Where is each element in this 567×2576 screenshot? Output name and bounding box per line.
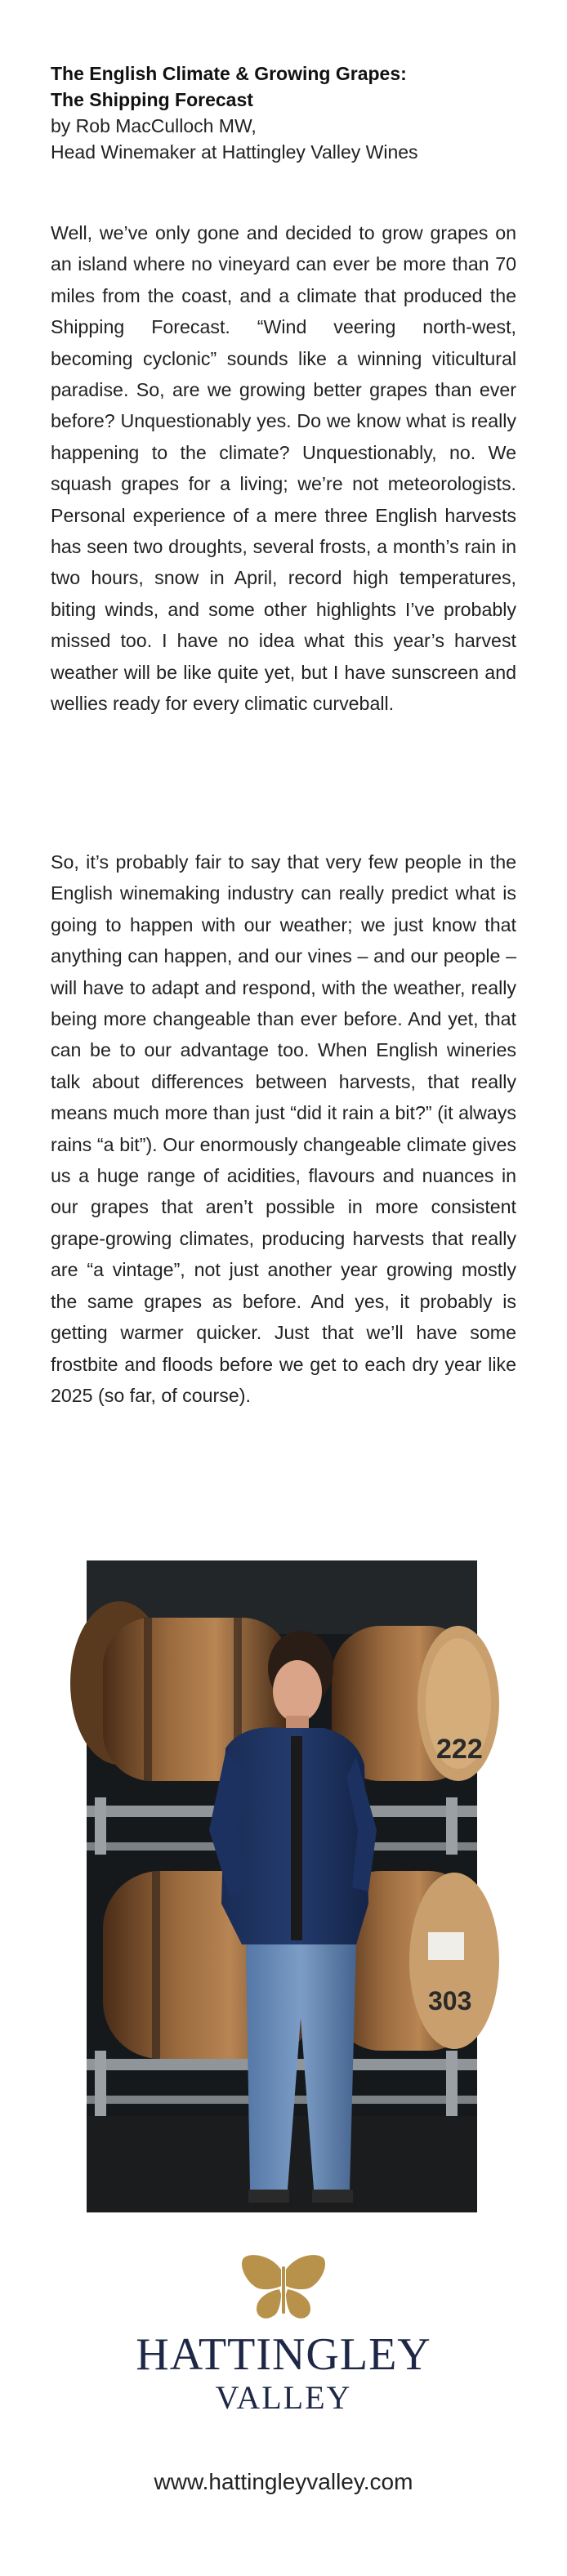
- byline-line-1: by Rob MacCulloch MW,: [51, 115, 257, 136]
- winemaker-photo: [87, 1560, 483, 2212]
- butterfly-icon: [239, 2253, 328, 2324]
- article-paragraph-1: Well, we’ve only gone and decided to grow grapes on an island where no vineyard can ever be more than 70 miles from the coast, and a climate that produced the Shipping Forecast. “Wind veering north-west, becoming cyclonic” sounds like a winning viticultural paradise. So, are we growing better grapes than ever before? Unquestionably yes. Do we know what is really happening to the climate? Unquestionably, no. We squash grapes for a living; we’re not meteorologists. Personal experience of a mere three English harvests has seen two droughts, several frosts, a month’s rain in two hours, snow in April, record high temperatures, biting winds, and some other highlights I’ve probably missed too. I have no idea what this year’s harvest weather will be like quite yet, but I have sunscreen and wellies ready for every climatic curveball.: [51, 222, 516, 715]
- article-title: [51, 60, 516, 113]
- article-header: [51, 60, 516, 165]
- brand-name: HATTINGLEY: [136, 2329, 431, 2380]
- title-line-1: The English Climate & Growing Grapes:: [51, 63, 407, 84]
- barrel-number-bottom: 303: [428, 1986, 472, 2016]
- barrel-number-top: 222: [436, 1734, 483, 1765]
- byline-line-2: Head Winemaker at Hattingley Valley Wines: [51, 141, 418, 163]
- website-url[interactable]: www.hattingleyvalley.com: [154, 2469, 413, 2494]
- article-byline: [51, 113, 516, 165]
- hattingley-valley-logo: [0, 2253, 567, 2417]
- brand-sub: VALLEY: [215, 2379, 352, 2416]
- article-paragraph-2: So, it’s probably fair to say that very few people in the English winemaking industry can really predict what is going to happen with our weather; we just know that anything can happen, and our vines – and our people – will have to adapt and respond, with the weather, really being more changeable than ever before. And yet, that can be to our advantage too. When English wineries talk about differences between harvests, that really means much more than just “did it rain a bit?” (it always rains “a bit”). Our enormously changeable climate gives us a huge range of acidities, flavours and nuances in our grapes that aren’t possible in more consistent grape-growing climates, producing harvests that really are “a vintage”, not just another year growing mostly the same grapes as before. And yes, it probably is getting warmer quicker. Just that we’ll have some frostbite and floods before we get to each dry year like 2025 (so far, of course).: [51, 851, 516, 1406]
- title-line-2: The Shipping Forecast: [51, 89, 253, 110]
